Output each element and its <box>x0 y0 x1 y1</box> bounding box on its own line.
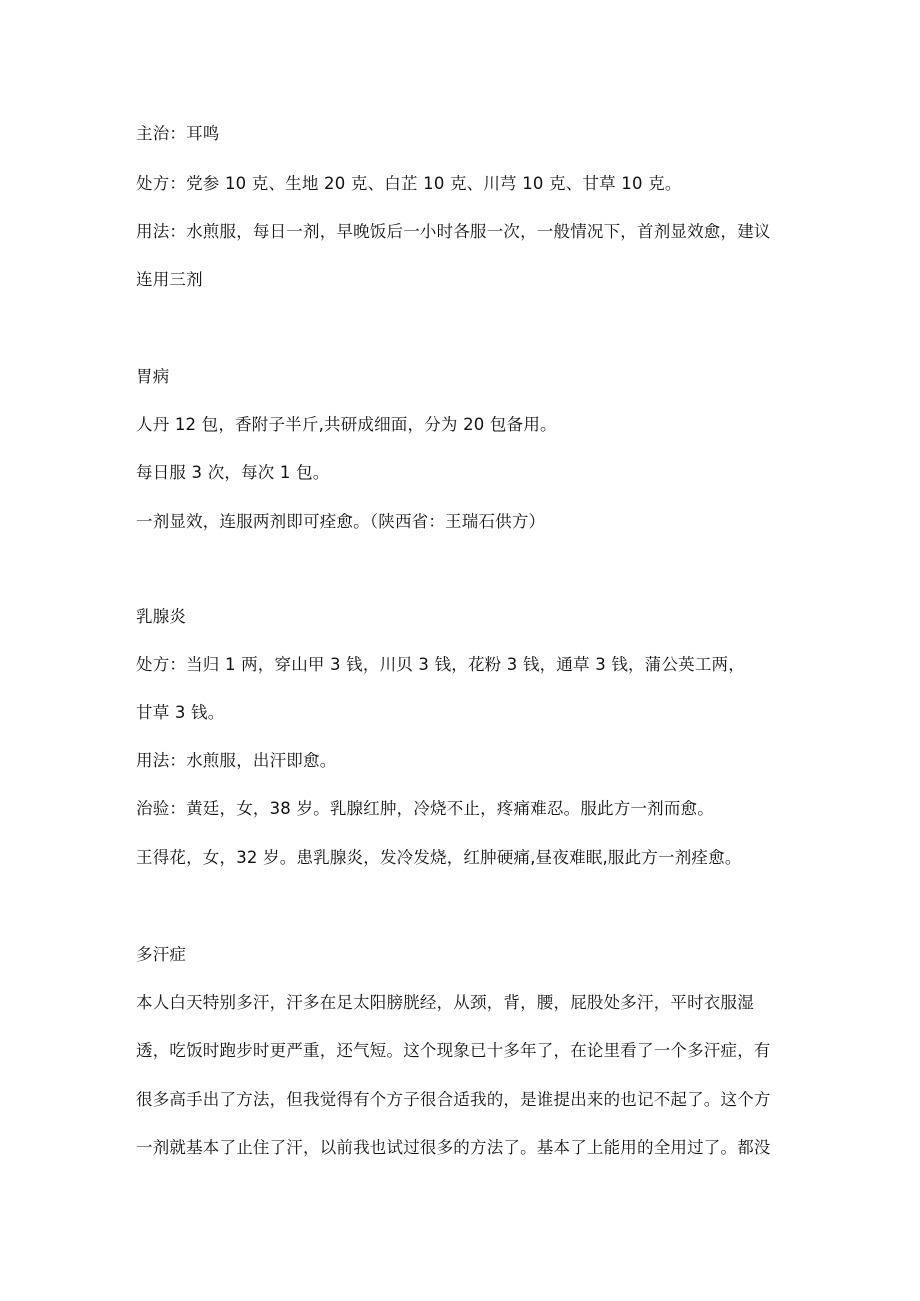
text-line: 很多高手出了方法，但我觉得有个方子很合适我的，是谁提出来的也记不起了。这个方 <box>136 1090 771 1109</box>
section-heading: 多汗症 <box>136 945 187 964</box>
text-line: 本人白天特别多汗，汗多在足太阳膀胱经，从颈，背，腰，屁股处多汗，平时衣服湿 <box>136 993 754 1012</box>
text-line: 甘草 3 钱。 <box>136 703 225 722</box>
text-line: 透，吃饭时跑步时更严重，还气短。这个现象已十多年了，在论里看了一个多汗症，有 <box>136 1041 771 1060</box>
section-heading: 胃病 <box>136 367 170 386</box>
text-line: 用法：水煎服，每日一剂，早晚饭后一小时各服一次，一般情况下，首剂显效愈，建议 <box>136 222 771 241</box>
section-heading: 乳腺炎 <box>136 607 187 626</box>
section-heading: 主治：耳鸣 <box>136 124 220 143</box>
text-line: 每日服 3 次，每次 1 包。 <box>136 463 330 482</box>
text-line: 治验：黄廷，女，38 岁。乳腺红肿，冷烧不止，疼痛难忍。服此方一剂而愈。 <box>136 799 714 818</box>
text-line: 用法：水煎服，出汗即愈。 <box>136 751 337 770</box>
text-line: 处方：党参 10 克、生地 20 克、白芷 10 克、川芎 10 克、甘草 10 克。 <box>136 174 682 193</box>
text-line: 连用三剂 <box>136 270 203 289</box>
text-line: 一剂显效，连服两剂即可痊愈。（陕西省：王瑞石供方） <box>136 512 546 531</box>
text-line: 人丹 12 包，香附子半斤,共研成细面，分为 20 包备用。 <box>136 415 557 434</box>
text-line: 一剂就基本了止住了汗，以前我也试过很多的方法了。基本了上能用的全用过了。都没 <box>136 1138 771 1157</box>
text-line: 处方：当归 1 两，穿山甲 3 钱，川贝 3 钱，花粉 3 钱，通草 3 钱，蒲公英工两， <box>136 655 745 674</box>
text-line: 王得花，女，32 岁。患乳腺炎，发冷发烧，红肿硬痛,昼夜难眠,服此方一剂痊愈。 <box>136 848 742 867</box>
